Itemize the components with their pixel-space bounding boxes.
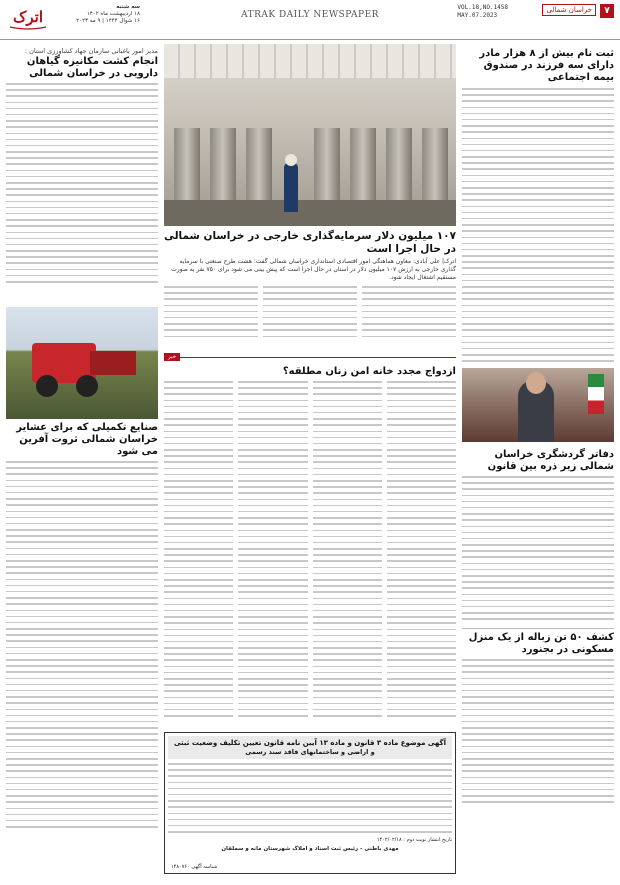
nomad-industries-story bbox=[6, 422, 158, 832]
mothers-insurance-body bbox=[462, 88, 614, 366]
page-number: ۷ bbox=[600, 4, 614, 18]
center-column bbox=[164, 44, 456, 879]
mothers-insurance-story bbox=[462, 44, 614, 366]
flag-icon bbox=[588, 374, 604, 414]
nomad-industries-headline: صنایع تکمیلی که برای عشایر خراسان شمالی ثروت آفرین می شود bbox=[16, 422, 158, 457]
worker-helmet bbox=[285, 154, 297, 166]
legal-notice-reference: شناسه آگهی ۱۴۸۰۷۶۰ bbox=[171, 864, 218, 870]
column-divider bbox=[462, 628, 614, 629]
factory-tank bbox=[210, 128, 236, 206]
legal-notice-signature: مهدی باطنی - رئیس ثبت اسناد و املاک شهرستان مانه و سملقان bbox=[221, 846, 399, 853]
left-column bbox=[6, 44, 158, 879]
paper-name-english: ATRAK DAILY NEWSPAPER bbox=[241, 10, 379, 20]
foreign-investment-story bbox=[164, 230, 456, 346]
factory-tank bbox=[314, 128, 340, 206]
medicinal-plants-story bbox=[6, 44, 158, 304]
remarriage-story bbox=[164, 366, 456, 726]
tourism-offices-story bbox=[462, 445, 614, 625]
garbage-discovery-body bbox=[462, 659, 614, 803]
masthead bbox=[0, 0, 620, 40]
legal-notice-ad bbox=[164, 732, 456, 874]
factory-tank bbox=[174, 128, 200, 206]
factory-floor bbox=[164, 200, 456, 226]
factory-photo bbox=[164, 44, 456, 226]
legal-notice-subtitle: و اراضی و ساختمانهای فاقد سند رسمی bbox=[245, 748, 375, 756]
medicinal-plants-headline: انجام کشت مکانیزه گیاهان دارویی در خراسان شمالی bbox=[26, 56, 158, 79]
remarriage-headline: ازدواج مجدد خانه امن زنان مطلقه؟ bbox=[282, 366, 456, 377]
logo-text: اترک bbox=[12, 8, 44, 26]
legal-notice-header bbox=[168, 736, 452, 759]
foreign-investment-body bbox=[164, 286, 456, 346]
right-column bbox=[462, 44, 614, 879]
legal-notice-date: تاریخ انتشار نوبت دوم : ۱۴۰۲/۰۲/۱۸ bbox=[376, 837, 452, 844]
foreign-investment-lead: اترک| علی آبادی: معاون هماهنگی امور اقتصادی استانداری خراسان شمالی گفت: هشت طرح صنعتی با سرمایه گذاری خارجی به ارزش ۱۰۷ میلیون دلار در استان در حال اجرا است که پیش بینی می شود برای ۷۵۰ نفر به صورت مستقیم اشتغال ایجاد شود. bbox=[171, 258, 456, 281]
newspaper-logo-icon bbox=[6, 2, 50, 32]
publication-info bbox=[457, 4, 508, 20]
worker-figure bbox=[284, 162, 298, 212]
weekday: سه شنبه bbox=[116, 4, 140, 10]
tourism-offices-body bbox=[462, 476, 614, 620]
planter-unit bbox=[90, 351, 136, 375]
persian-dateline bbox=[50, 4, 140, 25]
date-solar: ۱۸ اردیبهشت ماه ۱۴۰۲ bbox=[86, 11, 140, 17]
foreign-investment-headline: ۱۰۷ میلیون دلار سرمایه‌گذاری خارجی در خراسان شمالی در حال اجرا است bbox=[163, 230, 456, 255]
factory-tank bbox=[386, 128, 412, 206]
news-banner bbox=[164, 352, 456, 362]
official-portrait-photo bbox=[462, 368, 614, 442]
medicinal-plants-kicker: مدیر امور باغبانی سازمان جهاد کشاورزی استان : bbox=[24, 47, 158, 55]
mothers-insurance-headline: ثبت نام بیش از ۸ هزار مادر دارای سه فرزند در صندوق بیمه اجتماعی bbox=[479, 48, 614, 83]
legal-notice-body bbox=[168, 763, 452, 833]
nomad-industries-body bbox=[6, 461, 158, 828]
garbage-discovery-headline: کشف ۵۰ تن زباله از یک منزل مسکونی در بجنورد bbox=[468, 632, 614, 655]
remarriage-body bbox=[164, 381, 456, 726]
factory-tank bbox=[246, 128, 272, 206]
garbage-discovery-story bbox=[462, 632, 614, 832]
factory-roof bbox=[164, 44, 456, 78]
wheel-icon bbox=[36, 375, 58, 397]
volume-line: VOL.18,NO.1458 bbox=[457, 4, 508, 11]
planting-machine-photo bbox=[6, 307, 158, 419]
medicinal-plants-body bbox=[6, 83, 158, 283]
english-date: MAY.07.2023 bbox=[457, 12, 498, 19]
person-head bbox=[526, 372, 546, 394]
date-lunar-gregorian: ۱۶ شوال ۱۴۴۴ | ۹ مه ۲۰۲۳ bbox=[76, 18, 140, 24]
factory-tank bbox=[350, 128, 376, 206]
news-tag: خبر bbox=[164, 353, 180, 361]
legal-notice-title: آگهی موضوع ماده ۳ قانون و ماده ۱۳ آیین نامه قانون تعیین تکلیف وضعیت ثبتی bbox=[173, 739, 447, 747]
tourism-offices-headline: دفاتر گردشگری خراسان شمالی زیر ذره بین قانون bbox=[487, 449, 614, 472]
factory-tank bbox=[422, 128, 448, 206]
wheel-icon bbox=[76, 375, 98, 397]
section-tag: خراسان شمالی bbox=[542, 4, 596, 16]
